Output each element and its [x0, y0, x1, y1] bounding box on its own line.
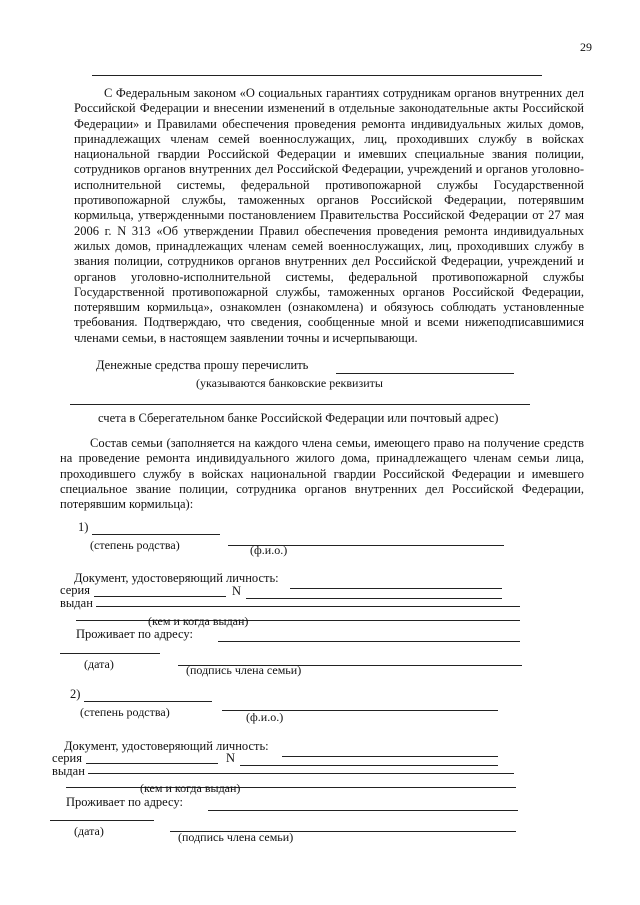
- doc-field[interactable]: [290, 588, 502, 589]
- issued-caption: (кем и когда выдан): [140, 781, 241, 795]
- fio-caption: (ф.и.о.): [246, 710, 284, 724]
- n-field[interactable]: [240, 765, 498, 766]
- address-field[interactable]: [218, 641, 520, 642]
- doc-label: Документ, удостоверяющий личность:: [74, 571, 279, 585]
- doc-label: Документ, удостоверяющий личность:: [64, 739, 269, 753]
- family-paragraph: [60, 436, 584, 512]
- date-field[interactable]: [50, 820, 154, 821]
- intro-paragraph: [74, 86, 584, 346]
- relation-caption: (степень родства): [80, 705, 170, 719]
- relation-field[interactable]: [84, 701, 212, 702]
- address-field[interactable]: [208, 810, 518, 811]
- doc-field[interactable]: [282, 756, 498, 757]
- bank-field[interactable]: [70, 404, 530, 405]
- bank-hint: (указываются банковские реквизиты: [196, 376, 383, 390]
- series-field[interactable]: [94, 596, 226, 597]
- member-number: 1): [78, 520, 89, 534]
- address-label: Проживает по адресу:: [76, 627, 193, 641]
- issued-field-2[interactable]: [76, 620, 520, 621]
- money-label: Денежные средства прошу перечислить: [96, 358, 309, 372]
- date-caption: (дата): [84, 657, 114, 671]
- relation-field[interactable]: [92, 534, 220, 535]
- n-label: N: [232, 584, 242, 598]
- series-label: серия: [52, 751, 82, 765]
- issued-label: выдан: [52, 764, 85, 778]
- issued-caption: (кем и когда выдан): [148, 614, 249, 628]
- issued-field[interactable]: [96, 606, 520, 607]
- page-number: 29: [580, 40, 592, 54]
- issued-field-2[interactable]: [66, 787, 516, 788]
- bank-hint-2: счета в Сберегательном банке Российской Федерации или почтовый адрес): [98, 411, 499, 425]
- date-caption: (дата): [74, 824, 104, 838]
- member-number: 2): [70, 687, 81, 701]
- n-field[interactable]: [246, 598, 502, 599]
- series-label: серия: [60, 583, 90, 597]
- issued-label: выдан: [60, 596, 93, 610]
- signature-caption: (подпись члена семьи): [178, 830, 294, 844]
- signature-caption: (подпись члена семьи): [186, 663, 302, 677]
- date-field[interactable]: [60, 653, 160, 654]
- relation-caption: (степень родства): [90, 538, 180, 552]
- series-field[interactable]: [86, 763, 218, 764]
- family-text: Состав семьи (заполняется на каждого члена семьи, имеющего право на получение средств на проведение ремонта индивидуального жилого дома, принадлежащего членам семьи лица, проходившего службу в войсках национальной гвардии Российской Федерации и имевшего специальное звание полиции, сотрудника органов внутренних дел Российской Федерации, потерявшим кормильца):: [60, 436, 584, 512]
- fio-caption: (ф.и.о.): [250, 543, 288, 557]
- money-field[interactable]: [336, 373, 514, 374]
- intro-text: С Федеральным законом «О социальных гарантиях сотрудникам органов внутренних дел Российской Федерации и внесении изменений в отдельные законодательные акты Российской Федерации» и Правилами обеспечения проведения ремонта индивидуальных жилых домов, принадлежащих членам семей военнослужащих, лиц, проходивших службу в войсках национальной гвардии Российской Федерации и имевших специальные звания полиции, сотрудников органов внутренних дел Российской Федерации, учреждений и органов уголовно-исполнительной системы, федеральной противопожарной службы Государственной противопожарной службы, таможенных органов Российской Федерации, потерявшим кормильца, утвержденными постановлением Правительства Российской Федерации от 27 мая 2006 г. N 313 «Об утверждении Правил обеспечения проведения ремонта индивидуальных жилых домов, принадлежащих членам семей военнослужащих, лиц, проходивших службу в звания полиции, сотрудников органов внутренних дел Российской Федерации, учреждений и органов уголовно-исполнительной системы, федеральной противопожарной службы Государственной противопожарной службы, таможенных органов Российской Федерации, потерявшим кормильца», ознакомлен (ознакомлена) и обязуюсь соблюдать установленные требования. Подтверждаю, что сведения, сообщенные мной и всеми нижеподписавшимися членами семьи, в настоящем заявлении точны и исчерпывающи.: [74, 86, 584, 345]
- issued-field[interactable]: [88, 773, 514, 774]
- address-label: Проживает по адресу:: [66, 795, 183, 809]
- n-label: N: [226, 751, 236, 765]
- top-rule: [92, 75, 542, 76]
